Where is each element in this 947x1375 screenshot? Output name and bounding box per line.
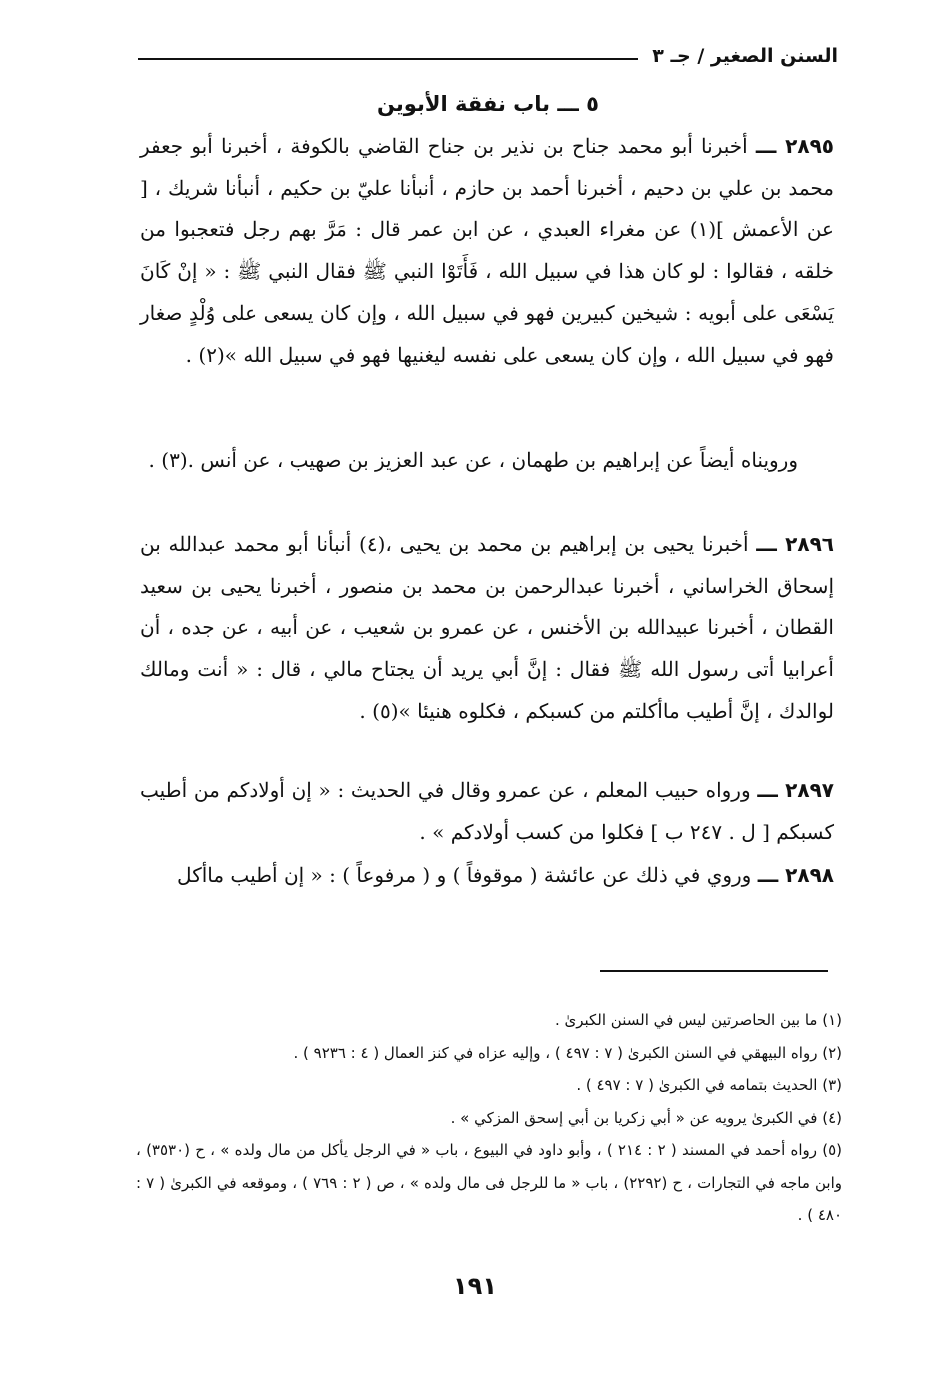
hadith-text: أخبرنا أبو محمد جناح بن نذير بن جناح القاضي بالكوفة ، أخبرنا أبو جعفر محمد بن علي بن دحيم ، أخبرنا أحمد بن حازم ، أنبأنا عليّ بن حكيم ، أنبأنا شريك ، [ عن الأعمش ](١) عن مغراء العبدي ، عن ابن عمر قال : مَرَّ بهم رجل فتعجبوا من خلقه ، فقالوا : لو كان هذا في سبيل الله ، فَأَتَوْا النبي ﷺ فقال النبي ﷺ : « إنْ كَانَ يَسْعَى على أبويه : شيخين كبيرين فهو في سبيل الله ، وإن كان يسعى على وُلْدٍ صغار فهو في سبيل الله ، وإن كان يسعى على نفسه ليغنيها فهو في سبيل الله »(٢) . bbox=[140, 134, 834, 367]
hadith-number: ٢٨٩٨ ـــ bbox=[757, 863, 834, 887]
hadith-number: ٢٨٩٥ ـــ bbox=[755, 134, 834, 158]
hadith-2898 bbox=[140, 855, 834, 897]
running-head bbox=[138, 38, 838, 74]
running-title: السنن الصغير / جـ ٣ bbox=[652, 45, 838, 67]
footnotes bbox=[136, 1004, 842, 1232]
footnote-rule bbox=[600, 970, 828, 972]
footnote: (٢) رواه البيهقي في السنن الكبرىٰ ( ٧ : ٤٩٧ ) ، وإليه عزاه في كنز العمال ( ٤ : ٩٢٣٦ ) . bbox=[293, 1043, 842, 1062]
hadith-2896 bbox=[140, 524, 834, 733]
hadith-text: أخبرنا يحيى بن إبراهيم بن محمد بن يحيى ،(٤) أنبأنا أبو محمد عبدالله بن إسحاق الخراساني ، أخبرنا عبدالرحمن بن محمد بن منصور ، أخبرنا يحيى بن سعيد القطان ، أخبرنا عبيدالله بن الأخنس ، عن عمرو بن شعيب ، عن أبيه ، عن جده ، أن أعرابيا أتى رسول الله ﷺ فقال : إنَّ أبي يريد أن يجتاح مالي ، قال : « أنت ومالك لوالدك ، إنَّ أطيب ماأكلتم من كسبكم ، فكلوه هنيئا »(٥) . bbox=[140, 532, 834, 723]
footnote: (٥) رواه أحمد في المسند ( ٢ : ٢١٤ ) ، وأبو داود في البيوع ، باب « في الرجل يأكل من مال ولده » ، ح (٣٥٣٠) ، وابن ماجه في التجارات ، ح (٢٢٩٢) ، باب « ما للرجل فى مال ولده » ، ص ( ٢ : ٧٦٩ ) ، وموقعه في الكبرىٰ ( ٧ : ٤٨٠ ) . bbox=[136, 1141, 843, 1224]
header-rule bbox=[138, 58, 638, 60]
hadith-text: ورويناه أيضاً عن إبراهيم بن طهمان ، عن عبد العزيز بن صهيب ، عن أنس .(٣) . bbox=[148, 448, 798, 472]
chapter-heading: ٥ ـــ باب نفقة الأبوين bbox=[377, 92, 599, 116]
footnote: (٣) الحديث بتمامه في الكبرىٰ ( ٧ : ٤٩٧ ) . bbox=[576, 1076, 842, 1094]
hadith-2897 bbox=[140, 770, 834, 853]
hadith-2895 bbox=[140, 126, 834, 376]
hadith-number: ٢٨٩٦ ـــ bbox=[756, 532, 834, 556]
hadith-number: ٢٨٩٧ ـــ bbox=[757, 778, 834, 802]
footnote: (٤) في الكبرىٰ يرويه عن « أبي زكريا بن أبي إسحق المزكي » . bbox=[450, 1108, 842, 1127]
hadith-continuation bbox=[140, 440, 834, 482]
footnote: (١) ما بين الحاصرتين ليس في السنن الكبرىٰ . bbox=[554, 1011, 842, 1029]
hadith-text: وروي في ذلك عن عائشة ( موقوفاً ) و ( مرفوعاً ) : « إن أطيب ماأكل bbox=[177, 863, 752, 887]
hadith-text: ورواه حبيب المعلم ، عن عمرو وقال في الحديث : « إن أولادكم من أطيب كسبكم [ ل . ٢٤٧ ب ] فكلوا من كسب أولادكم » . bbox=[140, 778, 834, 844]
page-number: ١٩١ bbox=[453, 1272, 497, 1300]
